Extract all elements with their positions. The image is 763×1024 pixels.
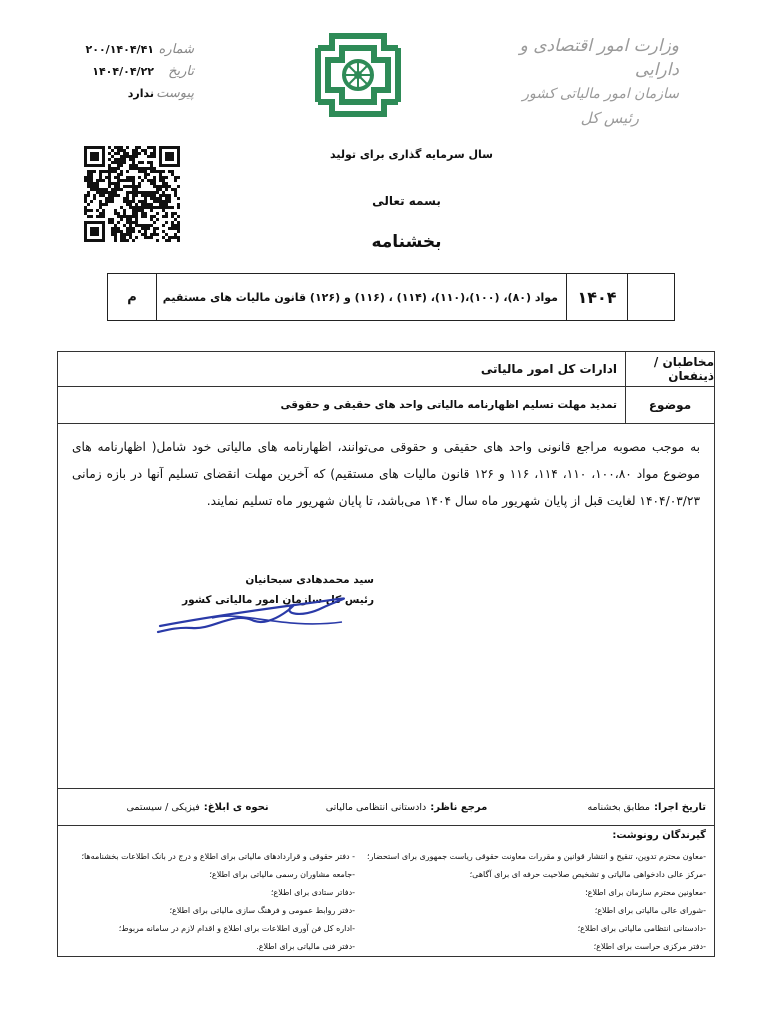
- tax-organization-emblem-icon: [312, 30, 404, 120]
- recipient-item: -اداره کل فن آوری اطلاعات برای اطلاع و اقدام لازم در سامانه مربوط؛: [118, 924, 356, 933]
- document-title: بخشنامه: [371, 232, 442, 252]
- audience-row: [58, 352, 714, 387]
- supervisory-authority-value: دادستانی انتظامی مالیاتی: [325, 801, 427, 813]
- recipient-item: -شورای عالی مالیاتی برای اطلاع؛: [594, 906, 706, 915]
- reference-year: ۱۴۰۴: [566, 274, 627, 320]
- audience-label: مخاطبان / ذینفعان: [625, 352, 714, 386]
- reference-subject: مواد (۸۰)، (۱۰۰)،(۱۱۰)، (۱۱۴) ، (۱۱۶) و (۱۲۶) قانون مالیات های مستقیم: [156, 274, 566, 320]
- reference-table: [107, 273, 675, 321]
- letter-metadata: [84, 38, 194, 104]
- signer-title: رئیس کل سازمان امور مالیاتی کشور: [182, 594, 374, 606]
- basmala: بسمه تعالی: [372, 194, 441, 208]
- recipient-item: -دفاتر ستادی برای اطلاع؛: [270, 888, 356, 897]
- signature-icon: [152, 590, 352, 640]
- attachment-label: پیوست: [156, 85, 194, 101]
- notification-method: [58, 789, 277, 825]
- circular-body-box: [57, 351, 715, 957]
- supervisory-authority-label: مرجع ناظر:: [430, 801, 488, 813]
- execution-date-label: تاریخ اجرا:: [654, 801, 706, 813]
- execution-date-value: مطابق بخشنامه: [587, 801, 650, 813]
- audience-value: ادارات کل امور مالیاتی: [480, 362, 617, 376]
- subject-value: تمدید مهلت تسلیم اظهارنامه مالیاتی واحد های حقیقی و حقوقی: [280, 399, 617, 411]
- circular-text: به موجب مصوبه مراجع قانونی واحد های حقیقی و حقوقی می‌توانند، اظهارنامه های مالیاتی خود شامل( اظهارنامه های موضوع مواد ۱۰۰،۸۰، ۱۱۰، ۱۱۴، ۱۱۶ و ۱۲۶ قانون مالیات های مستقیم) که آخرین مهلت انقضای تسلیم آنها در بازه زمانی ۱۴۰۴/۰۳/۲۳ لغایت قبل از پایان شهریور ماه سال ۱۴۰۴ می‌باشد، تا پایان شهریور ماه تسلیم نمایند.: [72, 440, 700, 508]
- execution-date: [495, 789, 714, 825]
- reference-blank-cell: [627, 274, 674, 320]
- execution-row: [58, 788, 714, 826]
- recipient-item: -دفتر فنی مالیاتی برای اطلاع.: [256, 942, 356, 951]
- recipient-item: -دفتر مرکزی حراست برای اطلاع؛: [593, 942, 706, 951]
- date-value: ۱۴۰۴/۰۴/۲۲: [92, 64, 154, 78]
- recipients-title: گیرندگان رونوشت:: [612, 830, 706, 841]
- notification-method-value: فیزیکی / سیستمی: [126, 801, 200, 813]
- notification-method-label: نحوه ی ابلاغ:: [203, 801, 269, 813]
- attachment-value: ندارد: [127, 86, 154, 100]
- recipients-left-column: [66, 848, 355, 956]
- recipient-item: -مرکز عالی دادخواهی مالیاتی و تشخیص صلاحیت حرفه ای برای آگاهی؛: [469, 870, 706, 879]
- subject-label: موضوع: [625, 387, 714, 423]
- recipient-item: -دفتر روابط عمومی و فرهنگ سازی مالیاتی برای اطلاع؛: [169, 906, 356, 915]
- recipients-list: [66, 848, 706, 956]
- office-title: رئیس کل: [580, 109, 639, 127]
- number-label: شماره: [158, 41, 194, 57]
- signer-name: سید محمدهادی سبحانیان: [245, 574, 374, 586]
- recipient-item: -معاونین محترم سازمان برای اطلاع؛: [585, 888, 706, 897]
- year-slogan: سال سرمایه گذاری برای تولید: [330, 148, 493, 161]
- recipient-item: - دفتر حقوقی و قراردادهای مالیاتی برای اطلاع و درج در بانک اطلاعات بخشنامه‌ها؛: [81, 852, 356, 861]
- recipient-item: -معاون محترم تدوین، تنقیح و انتشار قوانین و مقررات معاونت حقوقی ریاست جمهوری برای استحضار؛: [367, 852, 706, 861]
- ministry-header: [489, 34, 679, 130]
- recipients-right-column: [367, 848, 706, 956]
- date-label: تاریخ: [168, 63, 194, 79]
- recipient-item: -دادستانی انتظامی مالیاتی برای اطلاع؛: [577, 924, 706, 933]
- subject-row: [58, 387, 714, 424]
- supervisory-authority: [277, 789, 496, 825]
- reference-code: م: [127, 289, 137, 305]
- number-value: ۲۰۰/۱۴۰۴/۴۱: [85, 42, 154, 56]
- organization-name: سازمان امور مالیاتی کشور: [522, 86, 679, 102]
- ministry-name: وزارت امور اقتصادی و دارایی: [519, 36, 679, 80]
- recipient-item: -جامعه مشاوران رسمی مالیاتی برای اطلاع؛: [209, 870, 356, 879]
